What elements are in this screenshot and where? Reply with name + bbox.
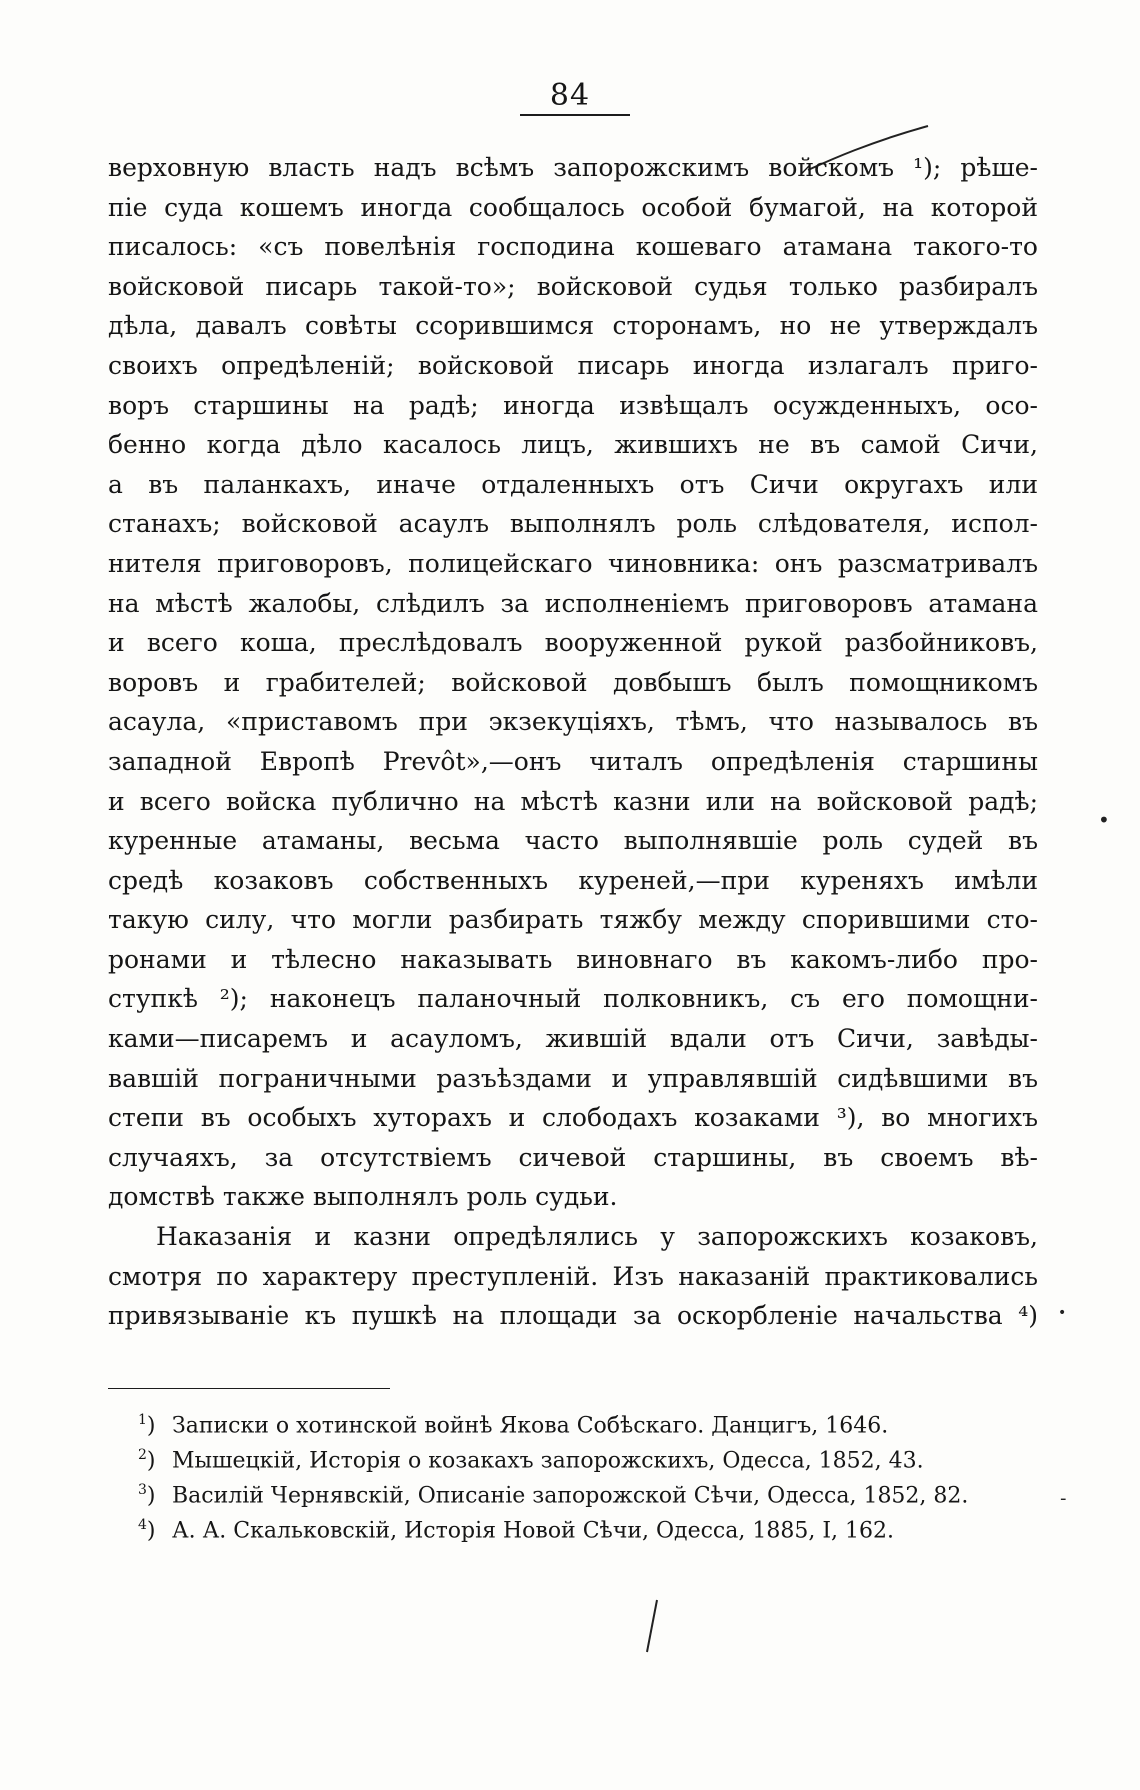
page-number: 84 <box>549 78 591 113</box>
page-number-underline <box>520 114 630 116</box>
body-line: степи въ особыхъ хуторахъ и слободахъ козаками ³), во многихъ <box>108 1103 1038 1133</box>
footnote-text: Записки о хотинской войнѣ Якова Собѣскаго. Данцигъ, 1646. <box>172 1413 889 1439</box>
body-line: піе суда кошемъ иногда сообщалось особой бумагой, на которой <box>108 192 1038 222</box>
body-line: своихъ опредѣленій; войсковой писарь иногда излагалъ приго- <box>108 350 1038 380</box>
body-line: Наказанія и казни опредѣлялись у запорожскихъ козаковъ, <box>156 1222 1038 1252</box>
body-line: вавшій пограничными разъѣздами и управлявшій сидѣвшими въ <box>108 1063 1038 1093</box>
footnote-separator <box>108 1388 390 1389</box>
body-line: ступкѣ ²); наконецъ паланочный полковникъ, съ его помощни- <box>108 984 1038 1014</box>
body-line: станахъ; войсковой асаулъ выполнялъ роль слѣдователя, испол- <box>108 509 1038 539</box>
footnote-marker: $^2$) <box>138 1447 156 1474</box>
body-line: домствѣ также выполнялъ роль судьи. <box>108 1182 618 1212</box>
footnote-marker: $^1$) <box>138 1412 156 1439</box>
body-line: верховную власть надъ всѣмъ запорожскимъ войскомъ ¹); рѣше- <box>108 153 1038 182</box>
footnote-text: А. А. Скальковскій, Исторія Новой Сѣчи, Одесса, 1885, I, 162. <box>172 1518 894 1544</box>
footnote <box>138 1438 1038 1473</box>
body-line: такую силу, что могли разбирать тяжбу между спорившими сто- <box>108 905 1038 935</box>
handwritten-slash-icon <box>642 1596 662 1656</box>
body-line: куренные атаманы, весьма часто выполнявшіе роль судей въ <box>108 826 1038 856</box>
body-line: и всего коша, преслѣдовалъ вооруженной рукой разбойниковъ, <box>108 628 1038 658</box>
body-line: дѣла, давалъ совѣты ссорившимся сторонамъ, но не утверждалъ <box>108 311 1038 341</box>
body-line: нителя приговоровъ, полицейскаго чиновника: онъ разсматривалъ <box>108 548 1038 578</box>
footnote <box>138 1508 1038 1543</box>
body-line: смотря по характеру преступленій. Изъ наказаній практиковались <box>108 1261 1038 1291</box>
body-line: ронами и тѣлесно наказывать виновнаго въ какомъ-либо про- <box>108 944 1038 974</box>
body-line: западной Европѣ Prevôt»,—онъ читалъ опредѣленія старшины <box>108 746 1038 776</box>
body-line: воръ старшины на радѣ; иногда извѣщалъ осужденныхъ, осо- <box>108 390 1038 420</box>
margin-dot-icon: • <box>1058 1305 1067 1321</box>
body-line: а въ паланкахъ, иначе отдаленныхъ отъ Сичи округахъ или <box>108 469 1038 499</box>
body-line: и всего войска публично на мѣстѣ казни или на войсковой радѣ; <box>108 786 1038 816</box>
margin-dot-icon: • <box>1098 808 1110 832</box>
body-line: случаяхъ, за отсутствіемъ сичевой старшины, въ своемъ вѣ- <box>108 1142 1038 1172</box>
body-text <box>108 148 1038 1336</box>
footnote-marker: $^3$) <box>138 1482 156 1509</box>
footnote <box>138 1473 1038 1508</box>
margin-dash-icon: - <box>1060 1488 1067 1509</box>
body-line: асаула, «приставомъ при экзекуціяхъ, тѣмъ, что называлось въ <box>108 707 1038 737</box>
body-line: ками—писаремъ и асауломъ, жившій вдали отъ Сичи, завѣды- <box>108 1024 1038 1054</box>
footnote-text: Василій Чернявскій, Описаніе запорожской Сѣчи, Одесса, 1852, 82. <box>172 1483 969 1509</box>
body-line: войсковой писарь такой-то»; войсковой судья только разбиралъ <box>108 271 1038 301</box>
body-line: воровъ и грабителей; войсковой довбышъ былъ помощникомъ <box>108 667 1038 697</box>
footnote-marker: $^4$) <box>138 1517 156 1544</box>
body-line: привязываніе къ пушкѣ на площади за оскорбленіе начальства ⁴) <box>108 1301 1038 1331</box>
body-line: писалось: «съ повелѣнія господина кошеваго атамана такого-то <box>108 232 1038 262</box>
footnote-text: Мышецкій, Исторія о козакахъ запорожскихъ, Одесса, 1852, 43. <box>172 1448 924 1474</box>
body-line: бенно когда дѣло касалось лицъ, жившихъ не въ самой Сичи, <box>108 430 1038 460</box>
footnote <box>138 1403 1038 1438</box>
footnotes <box>138 1403 1038 1543</box>
body-line: средѣ козаковъ собственныхъ куреней,—при куреняхъ имѣли <box>108 865 1038 895</box>
body-line: на мѣстѣ жалобы, слѣдилъ за исполненіемъ приговоровъ атамана <box>108 588 1038 618</box>
